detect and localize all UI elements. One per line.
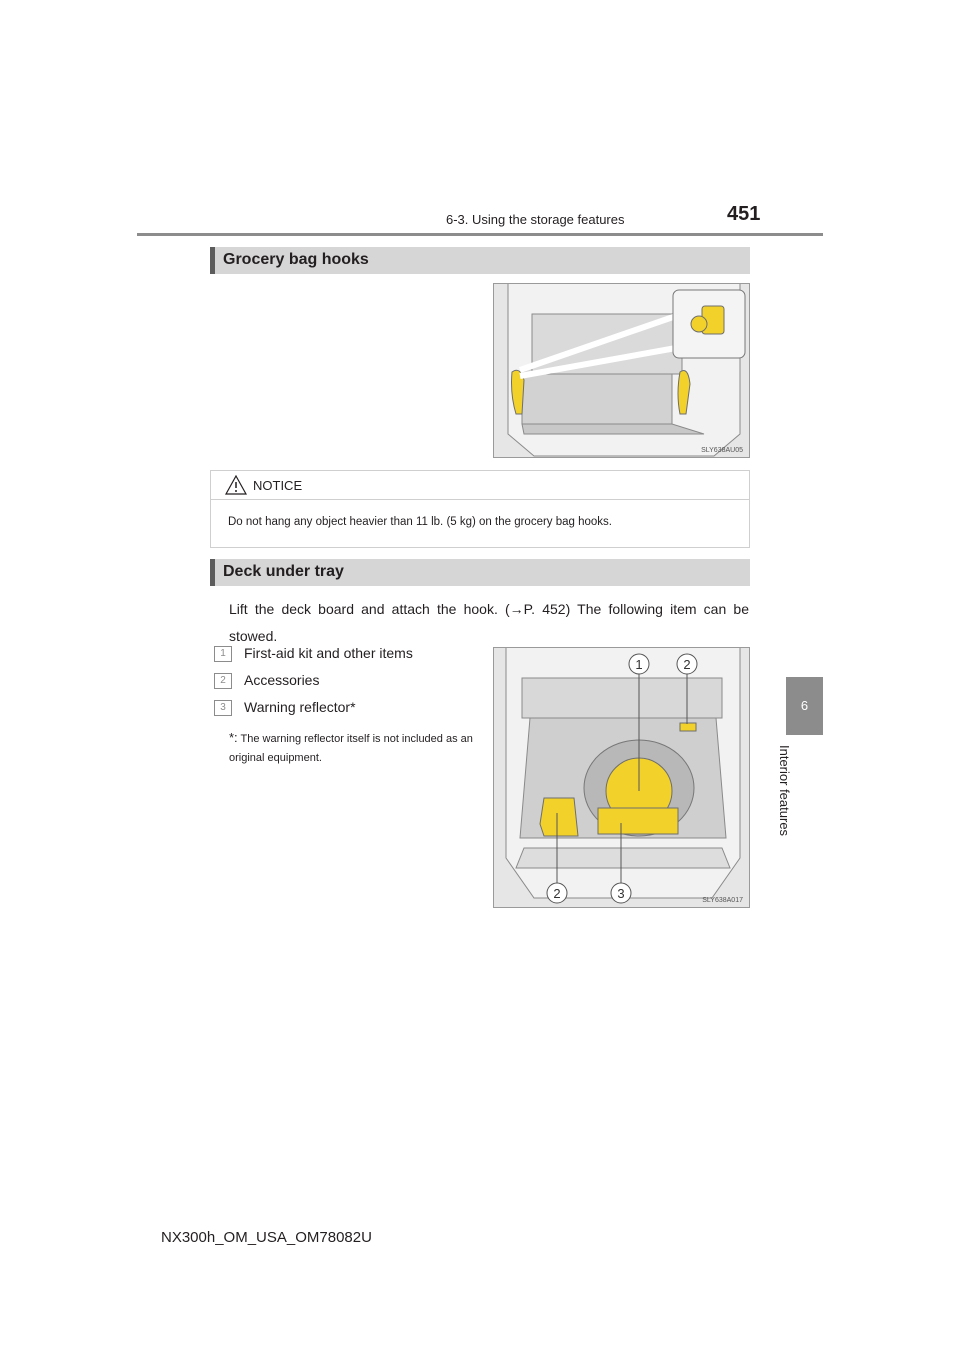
- list-item: [214, 645, 413, 662]
- notice-box: [210, 470, 750, 548]
- item-label: Accessories: [244, 672, 320, 688]
- footnote: [229, 728, 481, 768]
- deck-under-tray-figure: [493, 647, 750, 908]
- callout-1: 1: [635, 657, 643, 672]
- cargo-area-illustration: [494, 284, 750, 458]
- list-item: [214, 672, 319, 689]
- callout-2: 2: [683, 657, 691, 672]
- figure-code: SLY638AU05: [701, 447, 743, 454]
- header-rule: [137, 233, 823, 236]
- section-bar-grocery-hooks: [210, 247, 750, 274]
- item-number-badge: 1: [214, 646, 232, 662]
- list-item: [214, 699, 356, 716]
- item-label: Warning reflector*: [244, 699, 356, 715]
- item-label: First-aid kit and other items: [244, 645, 413, 661]
- item-number-badge: 2: [214, 673, 232, 689]
- chapter-title-text: Interior features: [777, 745, 792, 837]
- trunk-storage-illustration: [494, 648, 750, 908]
- chapter-title: [770, 745, 800, 855]
- section-title: Deck under tray: [223, 563, 344, 580]
- section-title: Grocery bag hooks: [223, 251, 369, 268]
- footnote-mark: *:: [229, 730, 238, 745]
- notice-header: [211, 471, 749, 500]
- footer-doc-id: NX300h_OM_USA_OM78082U: [161, 1229, 372, 1246]
- chapter-tab[interactable]: 6: [786, 677, 823, 735]
- page-number: 451: [727, 203, 761, 225]
- grocery-hook-figure: [493, 283, 750, 458]
- notice-text: Do not hang any object heavier than 11 lb. (5 kg) on the grocery bag hooks.: [228, 516, 613, 528]
- notice-label: NOTICE: [253, 478, 303, 493]
- header-section-title: 6-3. Using the storage features: [446, 212, 625, 227]
- callout-3: 3: [617, 886, 625, 901]
- warning-triangle-icon: [225, 475, 247, 495]
- footnote-text: The warning reflector itself is not included as an original equipment.: [229, 733, 473, 764]
- figure-code: SLY638A017: [702, 897, 743, 904]
- item-number-badge: 3: [214, 700, 232, 716]
- section-bar-deck-under-tray: [210, 559, 750, 586]
- deck-instruction: Lift the deck board and attach the hook. (→P. 452) The following item can be stowed.: [229, 601, 749, 644]
- callout-2-bottom: 2: [553, 886, 561, 901]
